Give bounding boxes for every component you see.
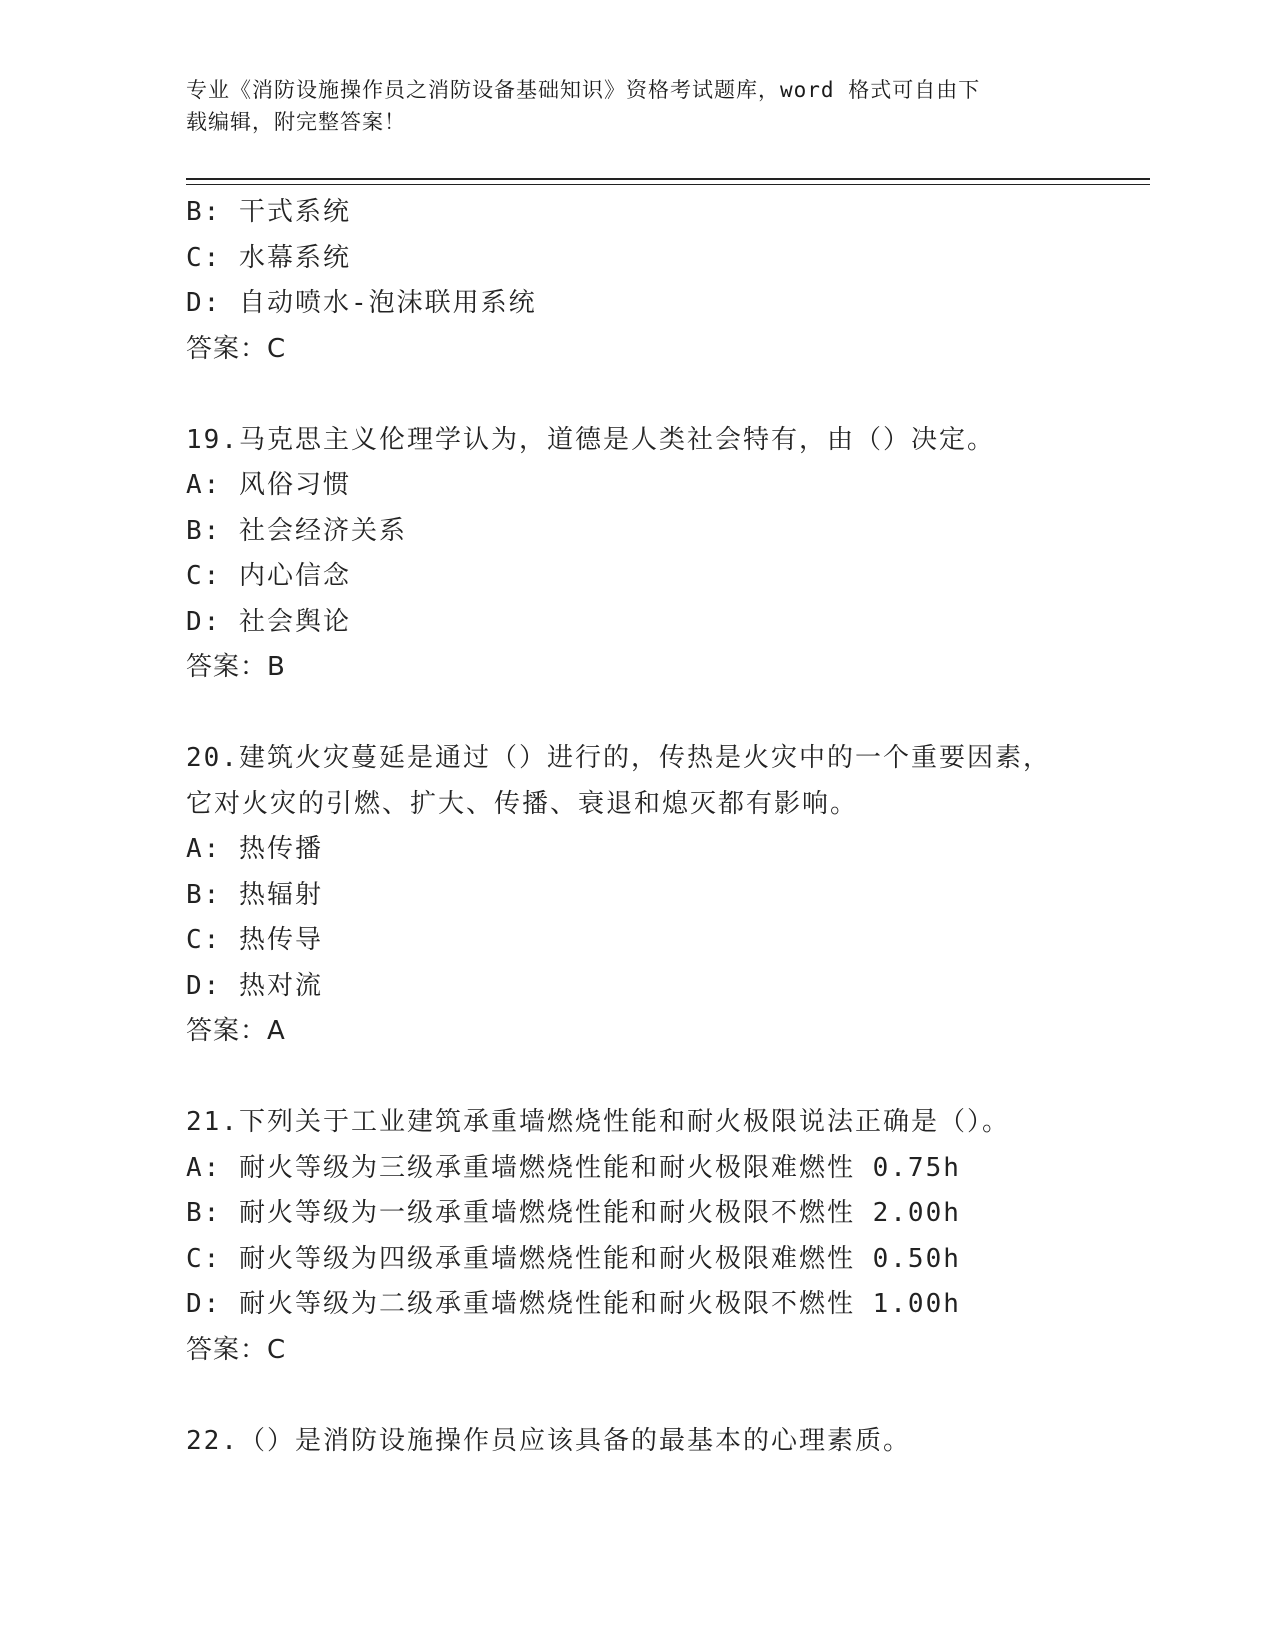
spacer [186, 1373, 1136, 1419]
option-b: B: 干式系统 [186, 197, 351, 227]
answer: 答案：B [186, 652, 286, 682]
header-line-1: 专业《消防设施操作员之消防设备基础知识》资格考试题库，word 格式可自由下 [186, 78, 981, 102]
option-b: B: 社会经济关系 [186, 515, 407, 546]
option-b: B: 耐火等级为一级承重墙燃烧性能和耐火极限不燃性 2.00h [186, 1198, 961, 1228]
option-a: A: 风俗习惯 [186, 470, 351, 500]
document-header [186, 74, 1086, 138]
option-c: C: 耐火等级为四级承重墙燃烧性能和耐火极限难燃性 0.50h [186, 1243, 961, 1274]
question-stem: 19.马克思主义伦理学认为，道德是人类社会特有，由（）决定。 [186, 424, 995, 455]
question-list [186, 190, 1136, 1464]
spacer [186, 691, 1136, 737]
option-c: C: 内心信念 [186, 561, 351, 591]
question-stem-continued: 它对火灾的引燃、扩大、传播、衰退和熄灭都有影响。 [186, 788, 859, 819]
option-d: D: 热对流 [186, 970, 323, 1001]
option-a: A: 热传播 [186, 834, 323, 864]
option-d: D: 社会舆论 [186, 606, 351, 637]
question-21 [186, 1100, 1136, 1373]
option-b: B: 热辐射 [186, 879, 323, 910]
header-divider-thin [186, 184, 1150, 185]
option-a: A: 耐火等级为三级承重墙燃烧性能和耐火极限难燃性 0.75h [186, 1152, 961, 1183]
answer: 答案：A [186, 1016, 286, 1046]
question-stem: 20.建筑火灾蔓延是通过（）进行的，传热是火灾中的一个重要因素， [186, 743, 1051, 773]
question-19 [186, 418, 1136, 691]
spacer [186, 1055, 1136, 1101]
answer: 答案：C [186, 333, 287, 364]
option-c: C: 热传导 [186, 925, 323, 955]
question-stem: 21.下列关于工业建筑承重墙燃烧性能和耐火极限说法正确是（）。 [186, 1107, 1010, 1137]
header-divider-thick [186, 178, 1150, 180]
header-line-2: 载编辑，附完整答案！ [186, 110, 406, 134]
spacer [186, 372, 1136, 418]
answer: 答案：C [186, 1334, 287, 1365]
option-d: D: 自动喷水-泡沫联用系统 [186, 288, 537, 318]
question-18-tail [186, 190, 1136, 372]
option-d: D: 耐火等级为二级承重墙燃烧性能和耐火极限不燃性 1.00h [186, 1289, 961, 1319]
question-20 [186, 736, 1136, 1055]
question-stem: 22.（）是消防设施操作员应该具备的最基本的心理素质。 [186, 1425, 911, 1456]
option-c: C: 水幕系统 [186, 242, 351, 273]
question-22 [186, 1419, 1136, 1465]
